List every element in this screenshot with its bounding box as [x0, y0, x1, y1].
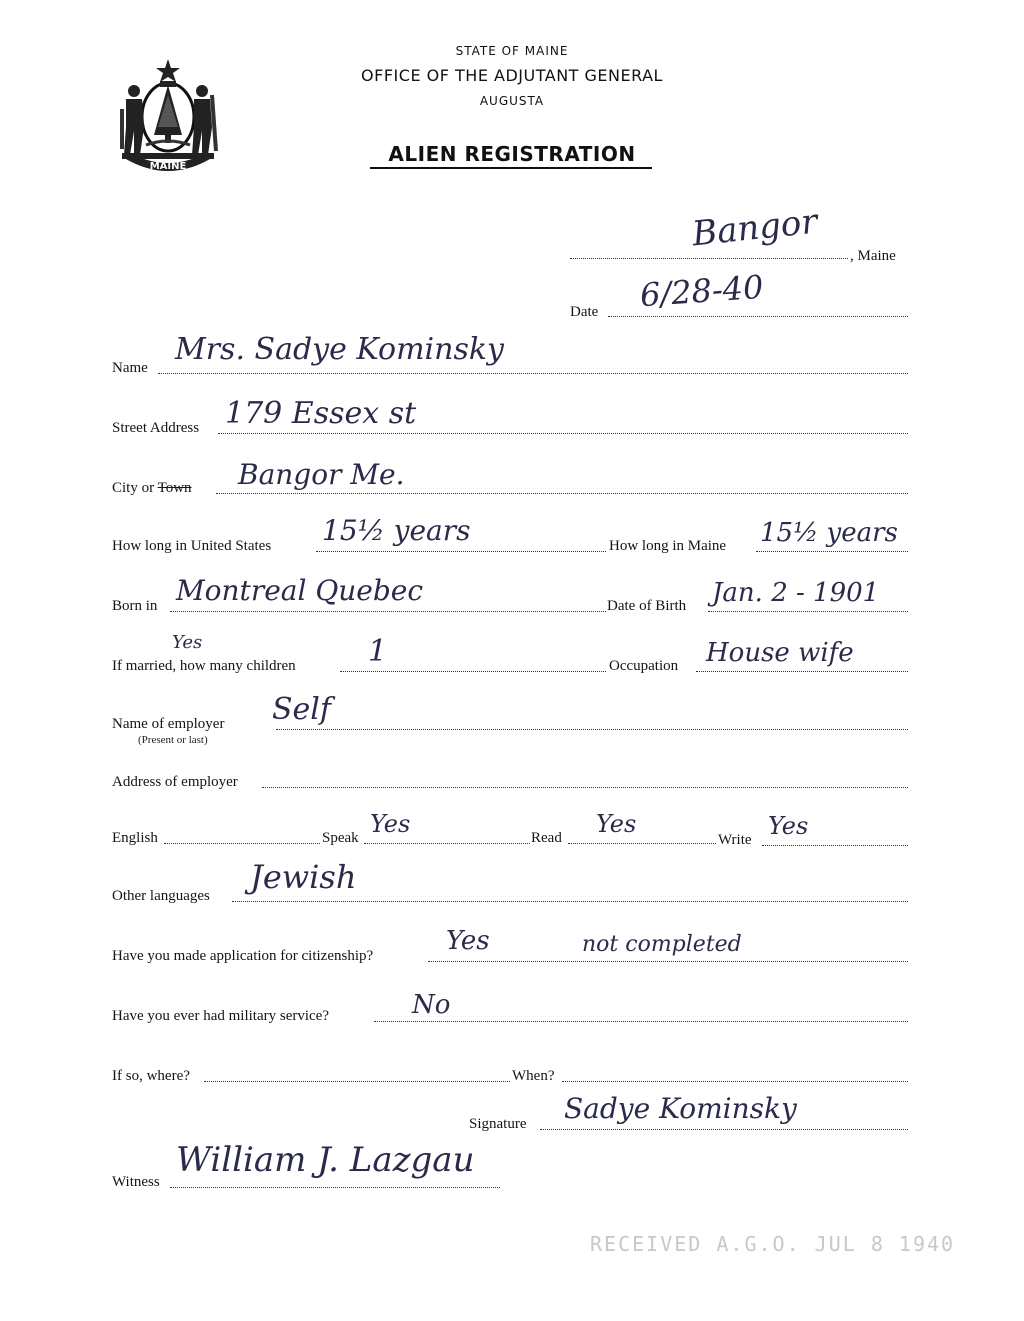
citizenship-value: Yes	[446, 926, 490, 956]
city-label	[112, 480, 192, 497]
employer-line	[276, 729, 908, 730]
write-value: Yes	[768, 812, 809, 840]
date-value: 6/28-40	[638, 267, 765, 315]
employer-value: Self	[272, 692, 332, 727]
married-line	[340, 671, 606, 672]
name-value: Mrs. Sadye Kominsky	[175, 332, 504, 367]
when-label: When?	[512, 1068, 555, 1084]
state-seal-icon	[112, 55, 224, 181]
write-label: Write	[718, 832, 752, 848]
svg-text:MAINE: MAINE	[149, 161, 187, 172]
employer-address-label: Address of employer	[112, 774, 238, 790]
place-line	[570, 258, 848, 259]
how-long-maine-line	[756, 551, 908, 552]
date-line	[608, 316, 908, 317]
place-suffix: , Maine	[850, 248, 896, 264]
occupation-value: House wife	[706, 638, 854, 668]
married-yes-note: Yes	[172, 632, 203, 653]
city-heading: AUGUSTA	[479, 94, 545, 108]
married-label: If married, how many children	[112, 658, 296, 674]
received-stamp: RECEIVED A.G.O. JUL 8 1940	[590, 1232, 956, 1256]
citizenship-note: not completed	[582, 932, 742, 957]
dob-value: Jan. 2 - 1901	[712, 578, 880, 608]
english-label: English	[112, 830, 158, 846]
how-long-us-label: How long in United States	[112, 538, 272, 554]
citizenship-line	[428, 961, 908, 962]
dob-line	[708, 611, 908, 612]
speak-line	[364, 843, 530, 844]
when-line	[562, 1081, 908, 1082]
date-label: Date	[570, 304, 599, 320]
married-value: 1	[368, 634, 388, 669]
born-in-value: Montreal Quebec	[176, 574, 424, 607]
witness-value: William J. Lazgau	[176, 1140, 475, 1180]
if-so-line	[204, 1081, 510, 1082]
city-label-a: City or	[112, 480, 155, 496]
signature-label: Signature	[469, 1116, 527, 1132]
born-in-label: Born in	[112, 598, 158, 614]
other-languages-line	[232, 901, 908, 902]
occupation-line	[696, 671, 908, 672]
street-label: Street Address	[112, 420, 200, 436]
if-so-label: If so, where?	[112, 1068, 190, 1084]
city-label-b: Town	[157, 480, 192, 496]
citizenship-label: Have you made application for citizenship?	[112, 948, 374, 964]
signature-line	[540, 1129, 908, 1130]
military-value: No	[412, 990, 451, 1020]
how-long-maine-value: 15½ years	[760, 518, 898, 548]
street-line	[218, 433, 908, 434]
how-long-maine-label: How long in Maine	[609, 538, 727, 554]
name-line	[158, 373, 908, 374]
read-line	[568, 843, 716, 844]
street-value: 179 Essex st	[225, 396, 417, 431]
city-line	[216, 493, 908, 494]
witness-line	[170, 1187, 500, 1188]
read-label: Read	[531, 830, 562, 846]
speak-label: Speak	[322, 830, 359, 846]
employer-sublabel: (Present or last)	[138, 734, 208, 746]
title-underline	[370, 167, 652, 169]
dob-label: Date of Birth	[607, 598, 687, 614]
city-value: Bangor Me.	[238, 458, 405, 491]
occupation-label: Occupation	[609, 658, 679, 674]
how-long-us-value: 15½ years	[322, 514, 471, 547]
employer-address-line	[262, 787, 908, 788]
place-value: Bangor	[690, 201, 820, 255]
signature-value: Sadye Kominsky	[564, 1092, 797, 1125]
witness-label: Witness	[112, 1174, 160, 1190]
read-value: Yes	[596, 810, 637, 838]
name-label: Name	[112, 360, 148, 376]
page-title: ALIEN REGISTRATION	[388, 142, 636, 166]
how-long-us-line	[316, 551, 606, 552]
born-in-line	[170, 611, 606, 612]
office-heading: OFFICE OF THE ADJUTANT GENERAL	[361, 66, 663, 85]
military-label: Have you ever had military service?	[112, 1008, 329, 1024]
write-line	[762, 845, 908, 846]
speak-value: Yes	[370, 810, 411, 838]
employer-label: Name of employer	[112, 716, 225, 732]
state-heading: STATE OF MAINE	[455, 44, 569, 58]
english-line	[164, 843, 320, 844]
other-languages-value: Jewish	[250, 858, 357, 896]
military-line	[374, 1021, 908, 1022]
other-languages-label: Other languages	[112, 888, 210, 904]
